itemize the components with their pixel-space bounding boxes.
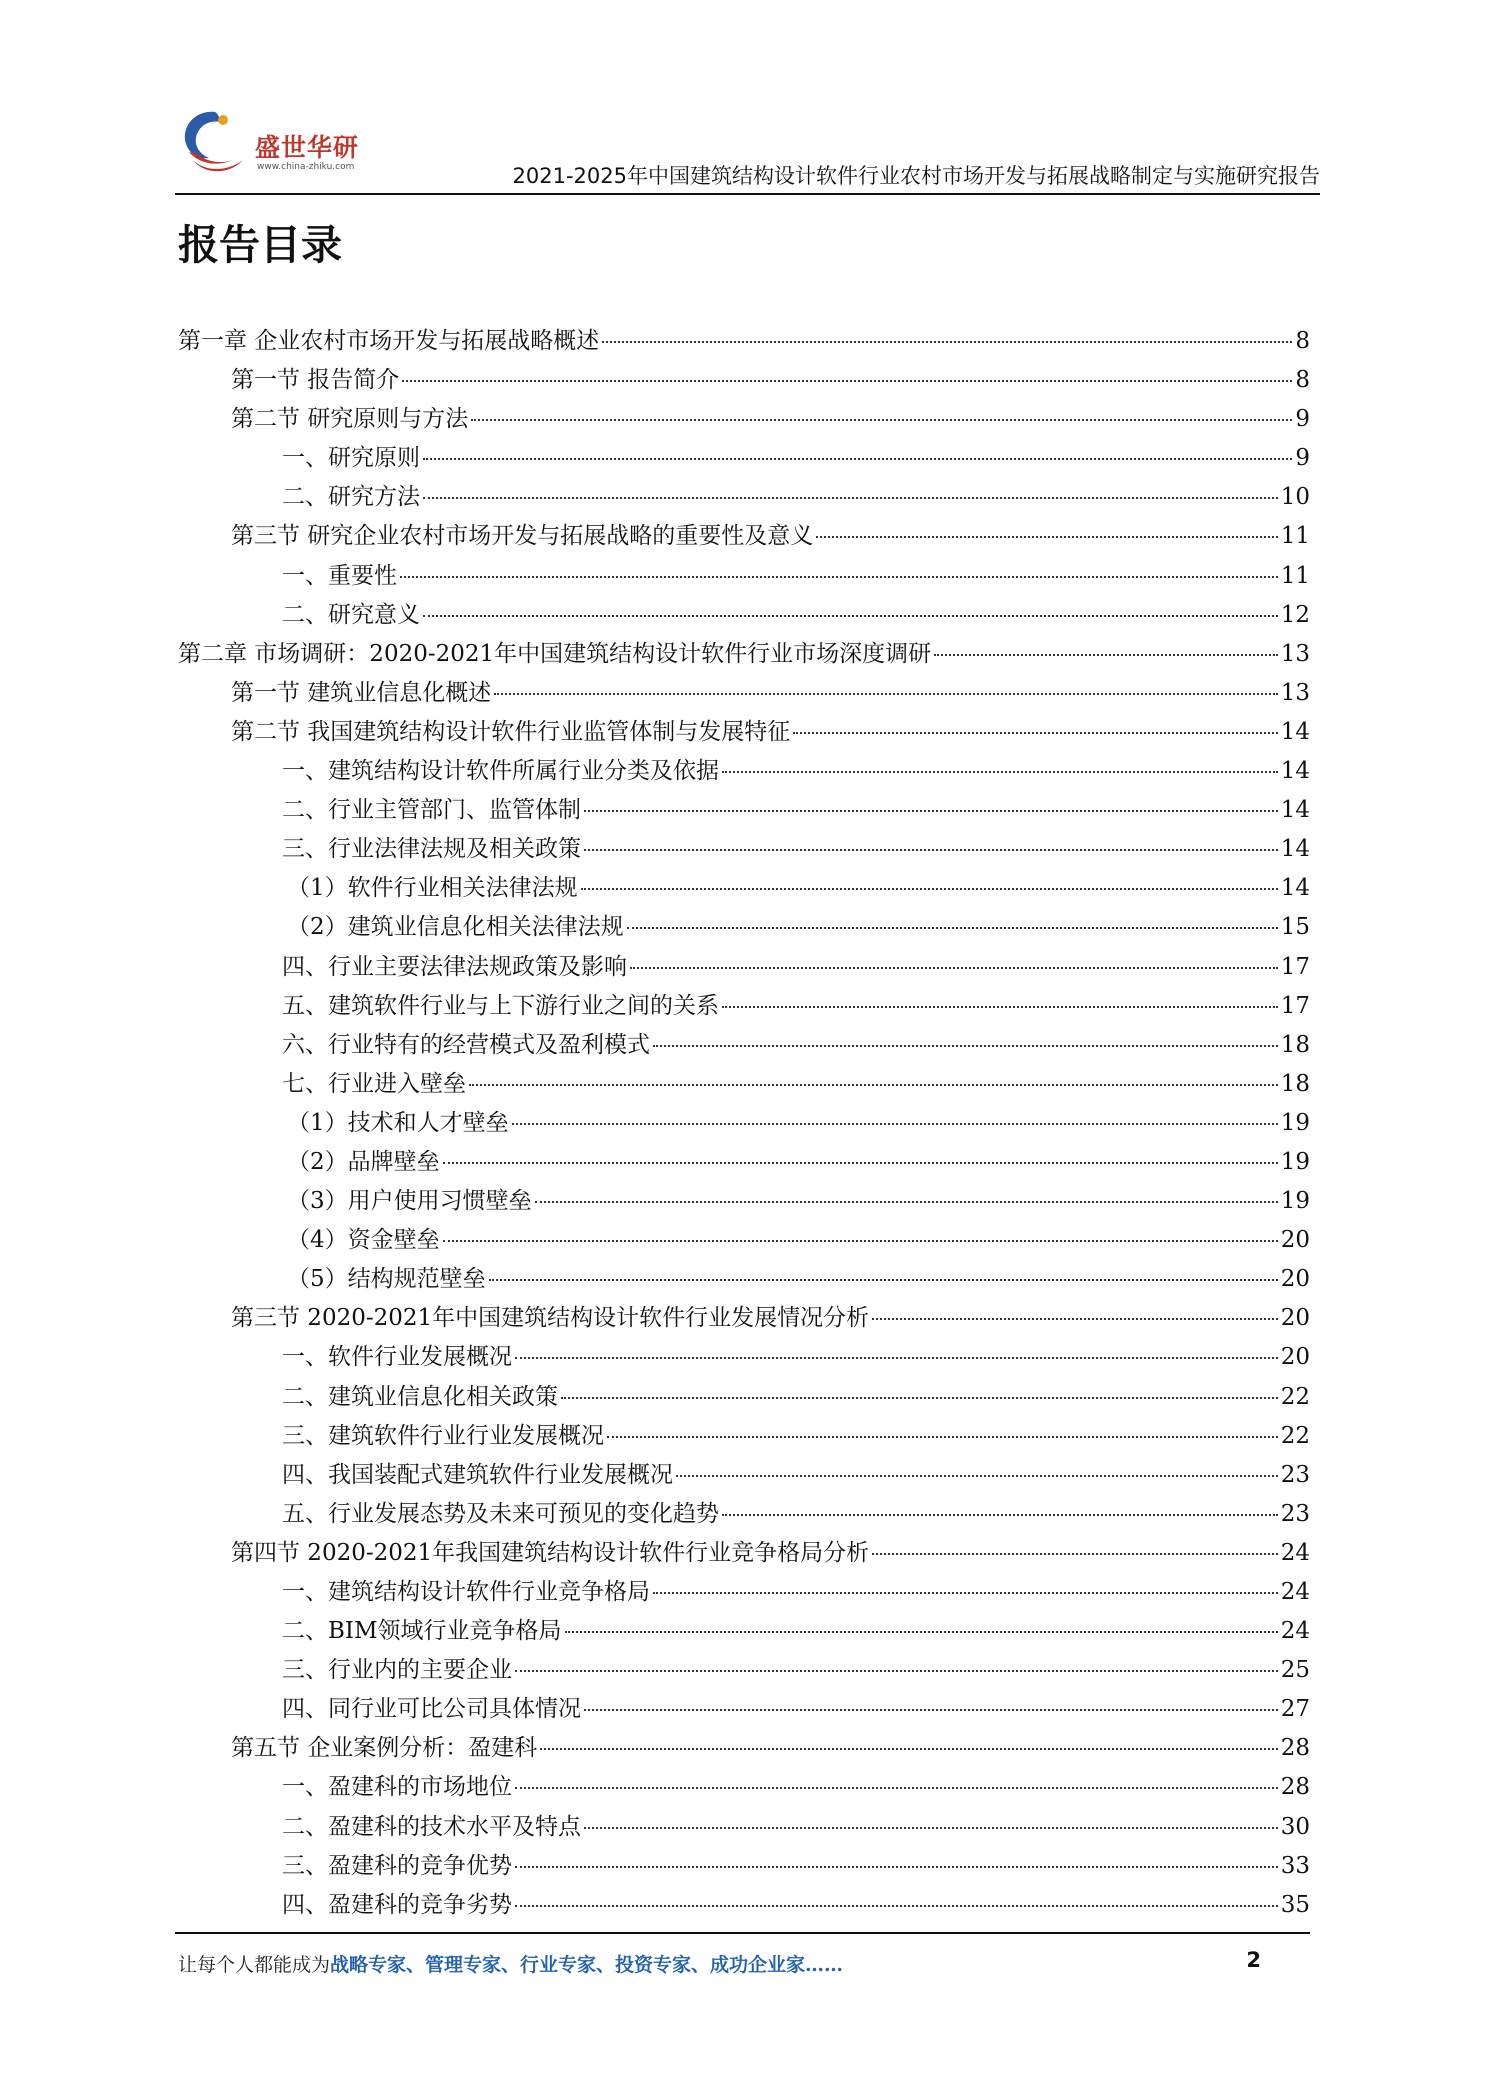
toc-entry[interactable] xyxy=(178,674,1310,713)
page-header xyxy=(175,100,1320,196)
toc-entry-title: 三、行业内的主要企业 xyxy=(282,1657,512,1684)
toc-entry[interactable] xyxy=(178,1299,1310,1338)
toc-leader-dots xyxy=(584,810,1278,812)
toc-entry-title: 第二节 我国建筑结构设计软件行业监管体制与发展特征 xyxy=(231,718,791,745)
toc-entry-page: 22 xyxy=(1280,1422,1310,1449)
toc-entry[interactable] xyxy=(178,1729,1310,1768)
toc-leader-dots xyxy=(722,771,1278,773)
toc-leader-dots xyxy=(630,967,1278,969)
slogan-prefix: 让每个人都能成为 xyxy=(178,1954,331,1976)
toc-entry-title: 四、同行业可比公司具体情况 xyxy=(282,1696,581,1723)
toc-entry[interactable] xyxy=(178,1456,1310,1495)
report-title: 2021-2025年中国建筑结构设计软件行业农村市场开发与拓展战略制定与实施研究报告 xyxy=(512,164,1320,188)
toc-entry-title: （4）资金壁垒 xyxy=(287,1227,440,1254)
toc-leader-dots xyxy=(676,1475,1278,1477)
toc-leader-dots xyxy=(515,1357,1278,1359)
toc-entry-title: 二、研究意义 xyxy=(282,601,420,628)
toc-entry-page: 19 xyxy=(1280,1148,1310,1175)
toc-entry-page: 24 xyxy=(1280,1579,1310,1605)
brand-url: www.china-zhiku.com xyxy=(257,162,355,172)
toc-leader-dots xyxy=(653,1592,1278,1594)
toc-entry-page: 9 xyxy=(1295,445,1310,472)
footer-slogan xyxy=(178,1950,843,1977)
toc-leader-dots xyxy=(423,615,1278,617)
toc-leader-dots xyxy=(722,1006,1278,1008)
toc-entry[interactable] xyxy=(178,1104,1310,1143)
toc-leader-dots xyxy=(872,1553,1278,1555)
toc-entry-page: 18 xyxy=(1280,1031,1310,1058)
toc-entry[interactable] xyxy=(178,1768,1310,1807)
toc-entry-page: 13 xyxy=(1280,679,1310,706)
toc-entry-title: 三、盈建科的竞争优势 xyxy=(282,1852,512,1879)
toc-entry-page: 27 xyxy=(1280,1696,1310,1723)
toc-entry-title: 四、行业主要法律法规政策及影响 xyxy=(282,953,627,980)
toc-entry-title: 六、行业特有的经营模式及盈利模式 xyxy=(282,1031,650,1058)
toc-leader-dots xyxy=(561,1397,1278,1399)
toc-entry-page: 23 xyxy=(1280,1500,1310,1527)
toc-leader-dots xyxy=(584,1827,1278,1829)
toc-entry-title: 一、软件行业发展概况 xyxy=(282,1344,512,1371)
toc-leader-dots xyxy=(515,1905,1278,1907)
toc-entry-title: 一、建筑结构设计软件所属行业分类及依据 xyxy=(282,758,719,785)
toc-entry-title: 二、研究方法 xyxy=(282,484,420,511)
toc-entry-page: 24 xyxy=(1280,1539,1310,1566)
toc-leader-dots xyxy=(443,1162,1278,1164)
toc-leader-dots xyxy=(515,1787,1278,1789)
toc-entry-title: 第三节 2020-2021年中国建筑结构设计软件行业发展情况分析 xyxy=(231,1305,870,1332)
logo-emblem-icon xyxy=(175,100,255,180)
toc-leader-dots xyxy=(494,693,1277,695)
toc-entry[interactable] xyxy=(178,635,1310,674)
toc-entry[interactable] xyxy=(178,948,1310,987)
toc-entry-page: 28 xyxy=(1280,1735,1310,1762)
toc-entry-title: （1）软件行业相关法律法规 xyxy=(287,875,578,902)
toc-entry-title: 第一节 建筑业信息化概述 xyxy=(231,679,492,706)
toc-entry-title: 三、行业法律法规及相关政策 xyxy=(282,836,581,863)
toc-entry[interactable] xyxy=(178,361,1310,400)
toc-entry-page: 33 xyxy=(1280,1852,1310,1879)
toc-entry-page: 22 xyxy=(1280,1383,1310,1410)
toc-leader-dots xyxy=(423,497,1278,499)
toc-entry-page: 20 xyxy=(1280,1266,1310,1293)
header-divider xyxy=(175,193,1320,195)
toc-entry-title: 第一节 报告简介 xyxy=(231,367,400,394)
toc-entry[interactable] xyxy=(178,1338,1310,1377)
toc-entry-title: 一、建筑结构设计软件行业竞争格局 xyxy=(282,1579,650,1605)
toc-leader-dots xyxy=(793,732,1277,734)
toc-entry[interactable] xyxy=(178,517,1310,556)
toc-entry-page: 17 xyxy=(1280,992,1310,1019)
toc-leader-dots xyxy=(934,654,1278,656)
toc-entry-page: 11 xyxy=(1280,523,1310,550)
toc-leader-dots xyxy=(584,1709,1278,1711)
toc-entry-page: 24 xyxy=(1280,1618,1310,1645)
toc-entry-page: 14 xyxy=(1280,758,1310,785)
toc-entry-page: 13 xyxy=(1280,640,1310,667)
toc-entry-title: 四、我国装配式建筑软件行业发展概况 xyxy=(282,1461,673,1488)
toc-entry[interactable] xyxy=(178,1378,1310,1417)
toc-entry-page: 11 xyxy=(1280,562,1310,589)
toc-entry-page: 20 xyxy=(1280,1305,1310,1332)
toc-entry-title: 第四节 2020-2021年我国建筑结构设计软件行业竞争格局分析 xyxy=(231,1539,870,1566)
toc-entry-page: 20 xyxy=(1280,1344,1310,1371)
toc-entry-page: 19 xyxy=(1280,1188,1310,1215)
toc-entry-title: 第二节 研究原则与方法 xyxy=(231,406,469,433)
toc-entry-title: （2）品牌壁垒 xyxy=(287,1148,440,1175)
toc-entry[interactable] xyxy=(178,1182,1310,1221)
toc-entry-page: 8 xyxy=(1295,328,1310,354)
toc-entry[interactable] xyxy=(178,713,1310,752)
toc-entry-page: 15 xyxy=(1280,914,1310,941)
toc-entry[interactable] xyxy=(178,987,1310,1026)
toc-entry[interactable] xyxy=(178,1886,1310,1925)
toc-entry[interactable] xyxy=(178,596,1310,635)
toc-entry[interactable] xyxy=(178,1573,1310,1612)
toc-entry-page: 17 xyxy=(1280,953,1310,980)
toc-entry[interactable] xyxy=(178,791,1310,830)
toc-entry-title: 五、建筑软件行业与上下游行业之间的关系 xyxy=(282,992,719,1019)
toc-entry-page: 12 xyxy=(1280,601,1310,628)
footer-divider xyxy=(175,1932,1310,1934)
toc-entry-page: 23 xyxy=(1280,1461,1310,1488)
toc-entry[interactable] xyxy=(178,1847,1310,1886)
table-of-contents xyxy=(178,322,1310,1925)
toc-entry[interactable] xyxy=(178,1417,1310,1456)
toc-leader-dots xyxy=(581,888,1278,890)
toc-entry-title: 三、建筑软件行业行业发展概况 xyxy=(282,1422,604,1449)
toc-leader-dots xyxy=(469,1084,1278,1086)
toc-entry[interactable] xyxy=(178,1808,1310,1847)
toc-entry[interactable] xyxy=(178,1065,1310,1104)
toc-entry-title: 第二章 市场调研：2020-2021年中国建筑结构设计软件行业市场深度调研 xyxy=(178,640,932,667)
toc-leader-dots xyxy=(423,458,1292,460)
toc-entry[interactable] xyxy=(178,1651,1310,1690)
toc-leader-dots xyxy=(607,1436,1278,1438)
toc-entry[interactable] xyxy=(178,557,1310,596)
brand-logo xyxy=(175,100,395,190)
toc-entry-page: 10 xyxy=(1280,484,1310,511)
toc-entry[interactable] xyxy=(178,1143,1310,1182)
toc-leader-dots xyxy=(402,380,1292,382)
toc-entry-title: 二、行业主管部门、监管体制 xyxy=(282,797,581,824)
toc-entry[interactable] xyxy=(178,1690,1310,1729)
toc-entry[interactable] xyxy=(178,322,1310,361)
toc-entry-page: 14 xyxy=(1280,875,1310,902)
toc-entry-page: 20 xyxy=(1280,1227,1310,1254)
toc-leader-dots xyxy=(489,1279,1278,1281)
toc-entry-page: 14 xyxy=(1280,718,1310,745)
toc-leader-dots xyxy=(722,1514,1278,1516)
page-number: 2 xyxy=(1246,1948,1261,1972)
toc-leader-dots xyxy=(653,1045,1278,1047)
toc-entry[interactable] xyxy=(178,1260,1310,1299)
toc-leader-dots xyxy=(400,576,1278,578)
toc-entry-page: 35 xyxy=(1280,1891,1310,1918)
toc-entry[interactable] xyxy=(178,439,1310,478)
toc-entry[interactable] xyxy=(178,1534,1310,1573)
toc-entry-title: 第五节 企业案例分析：盈建科 xyxy=(231,1735,538,1762)
toc-entry-page: 30 xyxy=(1280,1813,1310,1840)
toc-entry-title: 七、行业进入壁垒 xyxy=(282,1070,466,1097)
toc-entry[interactable] xyxy=(178,1612,1310,1651)
toc-entry-page: 9 xyxy=(1295,406,1310,433)
toc-entry-page: 19 xyxy=(1280,1109,1310,1136)
toc-entry-page: 14 xyxy=(1280,836,1310,863)
toc-leader-dots xyxy=(540,1748,1277,1750)
toc-leader-dots xyxy=(872,1318,1278,1320)
brand-name: 盛世华研 xyxy=(255,133,360,162)
toc-entry-title: （2）建筑业信息化相关法律法规 xyxy=(287,914,624,941)
toc-entry-page: 28 xyxy=(1280,1774,1310,1801)
toc-entry-page: 25 xyxy=(1280,1657,1310,1684)
toc-leader-dots xyxy=(816,536,1277,538)
toc-leader-dots xyxy=(443,1240,1278,1242)
toc-entry-title: 第三节 研究企业农村市场开发与拓展战略的重要性及意义 xyxy=(231,523,814,550)
toc-entry-title: 四、盈建科的竞争劣势 xyxy=(282,1891,512,1918)
toc-entry[interactable] xyxy=(178,869,1310,908)
toc-leader-dots xyxy=(515,1670,1278,1672)
toc-leader-dots xyxy=(471,419,1292,421)
toc-entry-title: 五、行业发展态势及未来可预见的变化趋势 xyxy=(282,1500,719,1527)
toc-entry-page: 18 xyxy=(1280,1070,1310,1097)
toc-entry-page: 8 xyxy=(1295,367,1310,394)
toc-leader-dots xyxy=(627,927,1278,929)
toc-entry[interactable] xyxy=(178,1221,1310,1260)
toc-entry-title: 一、盈建科的市场地位 xyxy=(282,1774,512,1801)
toc-entry[interactable] xyxy=(178,752,1310,791)
toc-entry-title: （5）结构规范壁垒 xyxy=(287,1266,486,1293)
toc-entry[interactable] xyxy=(178,1026,1310,1065)
slogan-highlight: 战略专家、管理专家、行业专家、投资专家、成功企业家…… xyxy=(330,1954,844,1976)
toc-entry-title: （3）用户使用习惯壁垒 xyxy=(287,1188,532,1215)
toc-entry-page: 14 xyxy=(1280,797,1310,824)
toc-entry-title: 一、研究原则 xyxy=(282,445,420,472)
toc-leader-dots xyxy=(515,1866,1278,1868)
toc-entry-title: 一、重要性 xyxy=(282,562,397,589)
toc-entry-title: （1）技术和人才壁垒 xyxy=(287,1109,509,1136)
toc-entry[interactable] xyxy=(178,908,1310,947)
toc-leader-dots xyxy=(512,1123,1278,1125)
toc-leader-dots xyxy=(584,849,1278,851)
toc-entry-title: 二、盈建科的技术水平及特点 xyxy=(282,1813,581,1840)
toc-entry-title: 二、建筑业信息化相关政策 xyxy=(282,1383,558,1410)
toc-entry[interactable] xyxy=(178,1495,1310,1534)
toc-entry-title: 二、BIM领域行业竞争格局 xyxy=(282,1618,562,1645)
toc-entry[interactable] xyxy=(178,478,1310,517)
toc-leader-dots xyxy=(535,1201,1278,1203)
toc-leader-dots xyxy=(602,341,1292,343)
toc-entry-title: 第一章 企业农村市场开发与拓展战略概述 xyxy=(178,328,600,354)
toc-leader-dots xyxy=(565,1631,1278,1633)
page-title: 报告目录 xyxy=(178,221,342,269)
toc-entry[interactable] xyxy=(178,400,1310,439)
toc-entry[interactable] xyxy=(178,830,1310,869)
